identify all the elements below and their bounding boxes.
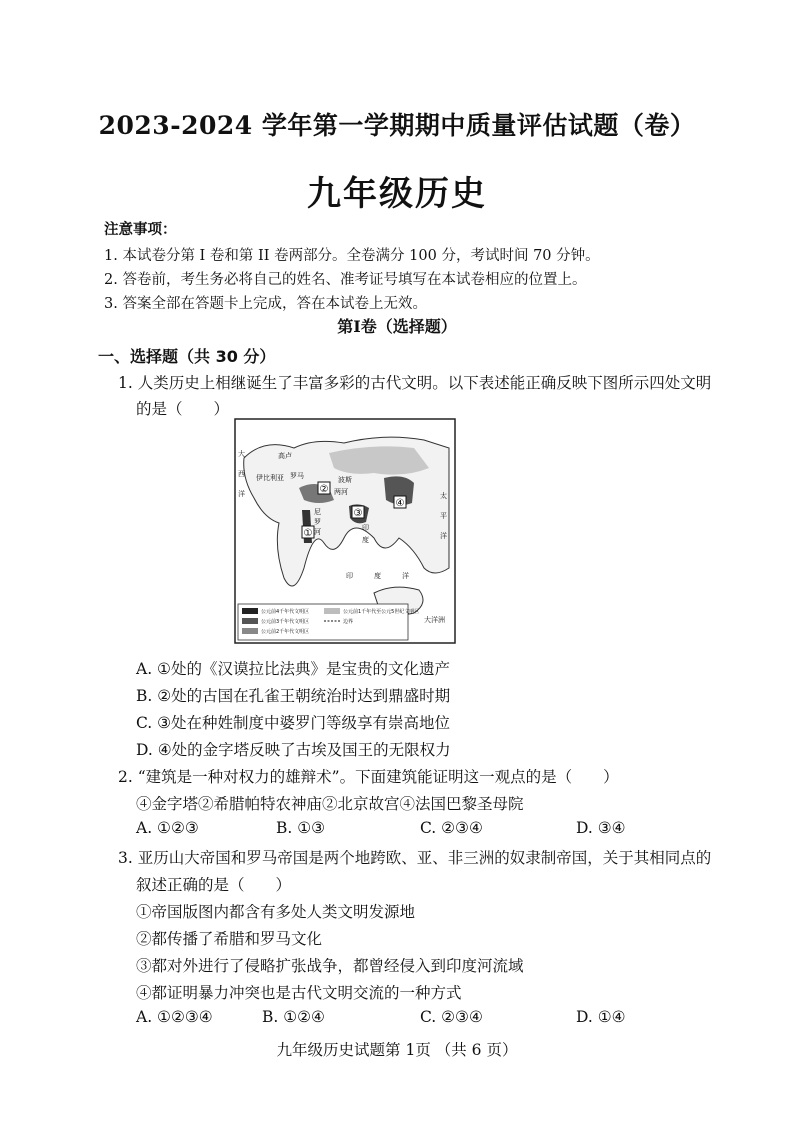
- map-label: 印: [346, 572, 353, 580]
- map-label: 西: [238, 470, 245, 478]
- map-label: 波斯: [338, 476, 352, 484]
- part-title: 一、选择题（共 30 分）: [98, 347, 276, 366]
- map-label: 度: [362, 536, 369, 544]
- question-1-stem-cont: 的是（ ）: [136, 400, 230, 418]
- map-marker: ③: [353, 508, 363, 519]
- map-label: 太: [440, 492, 447, 500]
- map-label: 印: [362, 524, 369, 532]
- legend-item: 边界: [343, 619, 354, 625]
- option-c: C. ②③④: [420, 819, 483, 837]
- legend-item: 公元前2千年代文明区: [261, 629, 310, 635]
- question-3-stem: 3. 亚历山大帝国和罗马帝国是两个地跨欧、亚、非三洲的奴隶制帝国，关于其相同点的: [118, 849, 712, 867]
- section-title: 第Ⅰ卷（选择题）: [337, 317, 457, 336]
- map-label: 两河: [334, 488, 348, 496]
- map-marker: ②: [319, 484, 329, 495]
- map-label: 罗: [314, 518, 321, 526]
- map-label: 度: [374, 572, 381, 580]
- map-marker: ①: [303, 528, 313, 539]
- ancient-civilizations-map: [234, 418, 456, 644]
- notice-item: 2. 答卷前，考生务必将自己的姓名、准考证号填写在本试卷相应的位置上。: [104, 272, 587, 288]
- map-label: 平: [440, 512, 447, 520]
- map-label: 洋: [440, 532, 447, 540]
- question-3-stem-cont: 叙述正确的是（ ）: [136, 876, 292, 894]
- legend-item: 公元前4千年代文明区: [261, 609, 310, 615]
- option-c: C. ②③④: [420, 1008, 483, 1026]
- legend-item: 公元前3千年代文明区: [261, 619, 310, 625]
- option-a: A. ①②③④: [136, 1008, 213, 1026]
- question-2-items: ④金字塔②希腊帕特农神庙②北京故宫④法国巴黎圣母院: [136, 795, 524, 813]
- option-d: D. ④处的金字塔反映了古埃及国王的无限权力: [136, 741, 451, 759]
- question-3-item: ③都对外进行了侵略扩张战争，都曾经侵入到印度河流域: [136, 957, 524, 975]
- option-b: B. ①②④: [262, 1008, 325, 1026]
- question-1-stem: 1. 人类历史上相继诞生了丰富多彩的古代文明。以下表述能正确反映下图所示四处文明: [118, 374, 712, 392]
- option-b: B. ①③: [276, 819, 326, 837]
- option-c: C. ③处在种姓制度中婆罗门等级享有崇高地位: [136, 714, 451, 732]
- map-label: 河: [314, 528, 321, 536]
- page-footer: 九年级历史试题第 1页 （共 6 页）: [276, 1041, 518, 1059]
- map-label: 洋: [238, 490, 245, 498]
- map-label: 高卢: [278, 452, 292, 460]
- map-label: 洋: [402, 572, 409, 580]
- option-d: D. ①④: [576, 1008, 626, 1026]
- map-label: 伊比利亚: [256, 474, 284, 482]
- map-label: 罗马: [290, 472, 304, 480]
- option-d: D. ③④: [576, 819, 626, 837]
- exam-subject: 九年级历史: [307, 174, 487, 214]
- question-3-item: ②都传播了希腊和罗马文化: [136, 930, 323, 948]
- map-label: 大: [238, 450, 245, 458]
- option-b: B. ②处的古国在孔雀王朝统治时达到鼎盛时期: [136, 687, 451, 705]
- notice-item: 1. 本试卷分第 I 卷和第 II 卷两部分。全卷满分 100 分，考试时间 70 分钟。: [104, 248, 600, 264]
- map-label: 大洋洲: [424, 616, 445, 624]
- question-3-item: ④都证明暴力冲突也是古代文明交流的一种方式: [136, 984, 462, 1002]
- legend-item: 公元前1千年代至公元5世纪文明区: [343, 609, 420, 615]
- option-a: A. ①②③: [136, 819, 199, 837]
- map-label: 尼: [314, 508, 321, 516]
- notice-item: 3. 答案全部在答题卡上完成，答在本试卷上无效。: [104, 296, 427, 312]
- map-marker: ④: [395, 498, 405, 509]
- question-2-stem: 2. “建筑是一种对权力的雄辩术”。下面建筑能证明这一观点的是（ ）: [118, 768, 619, 786]
- question-3-item: ①帝国版图内都含有多处人类文明发源地: [136, 903, 416, 921]
- option-a: A. ①处的《汉谟拉比法典》是宝贵的文化遗产: [136, 660, 450, 678]
- notice-heading: 注意事项：: [104, 222, 177, 238]
- exam-title: 2023-2024 学年第一学期期中质量评估试题（卷）: [98, 111, 696, 140]
